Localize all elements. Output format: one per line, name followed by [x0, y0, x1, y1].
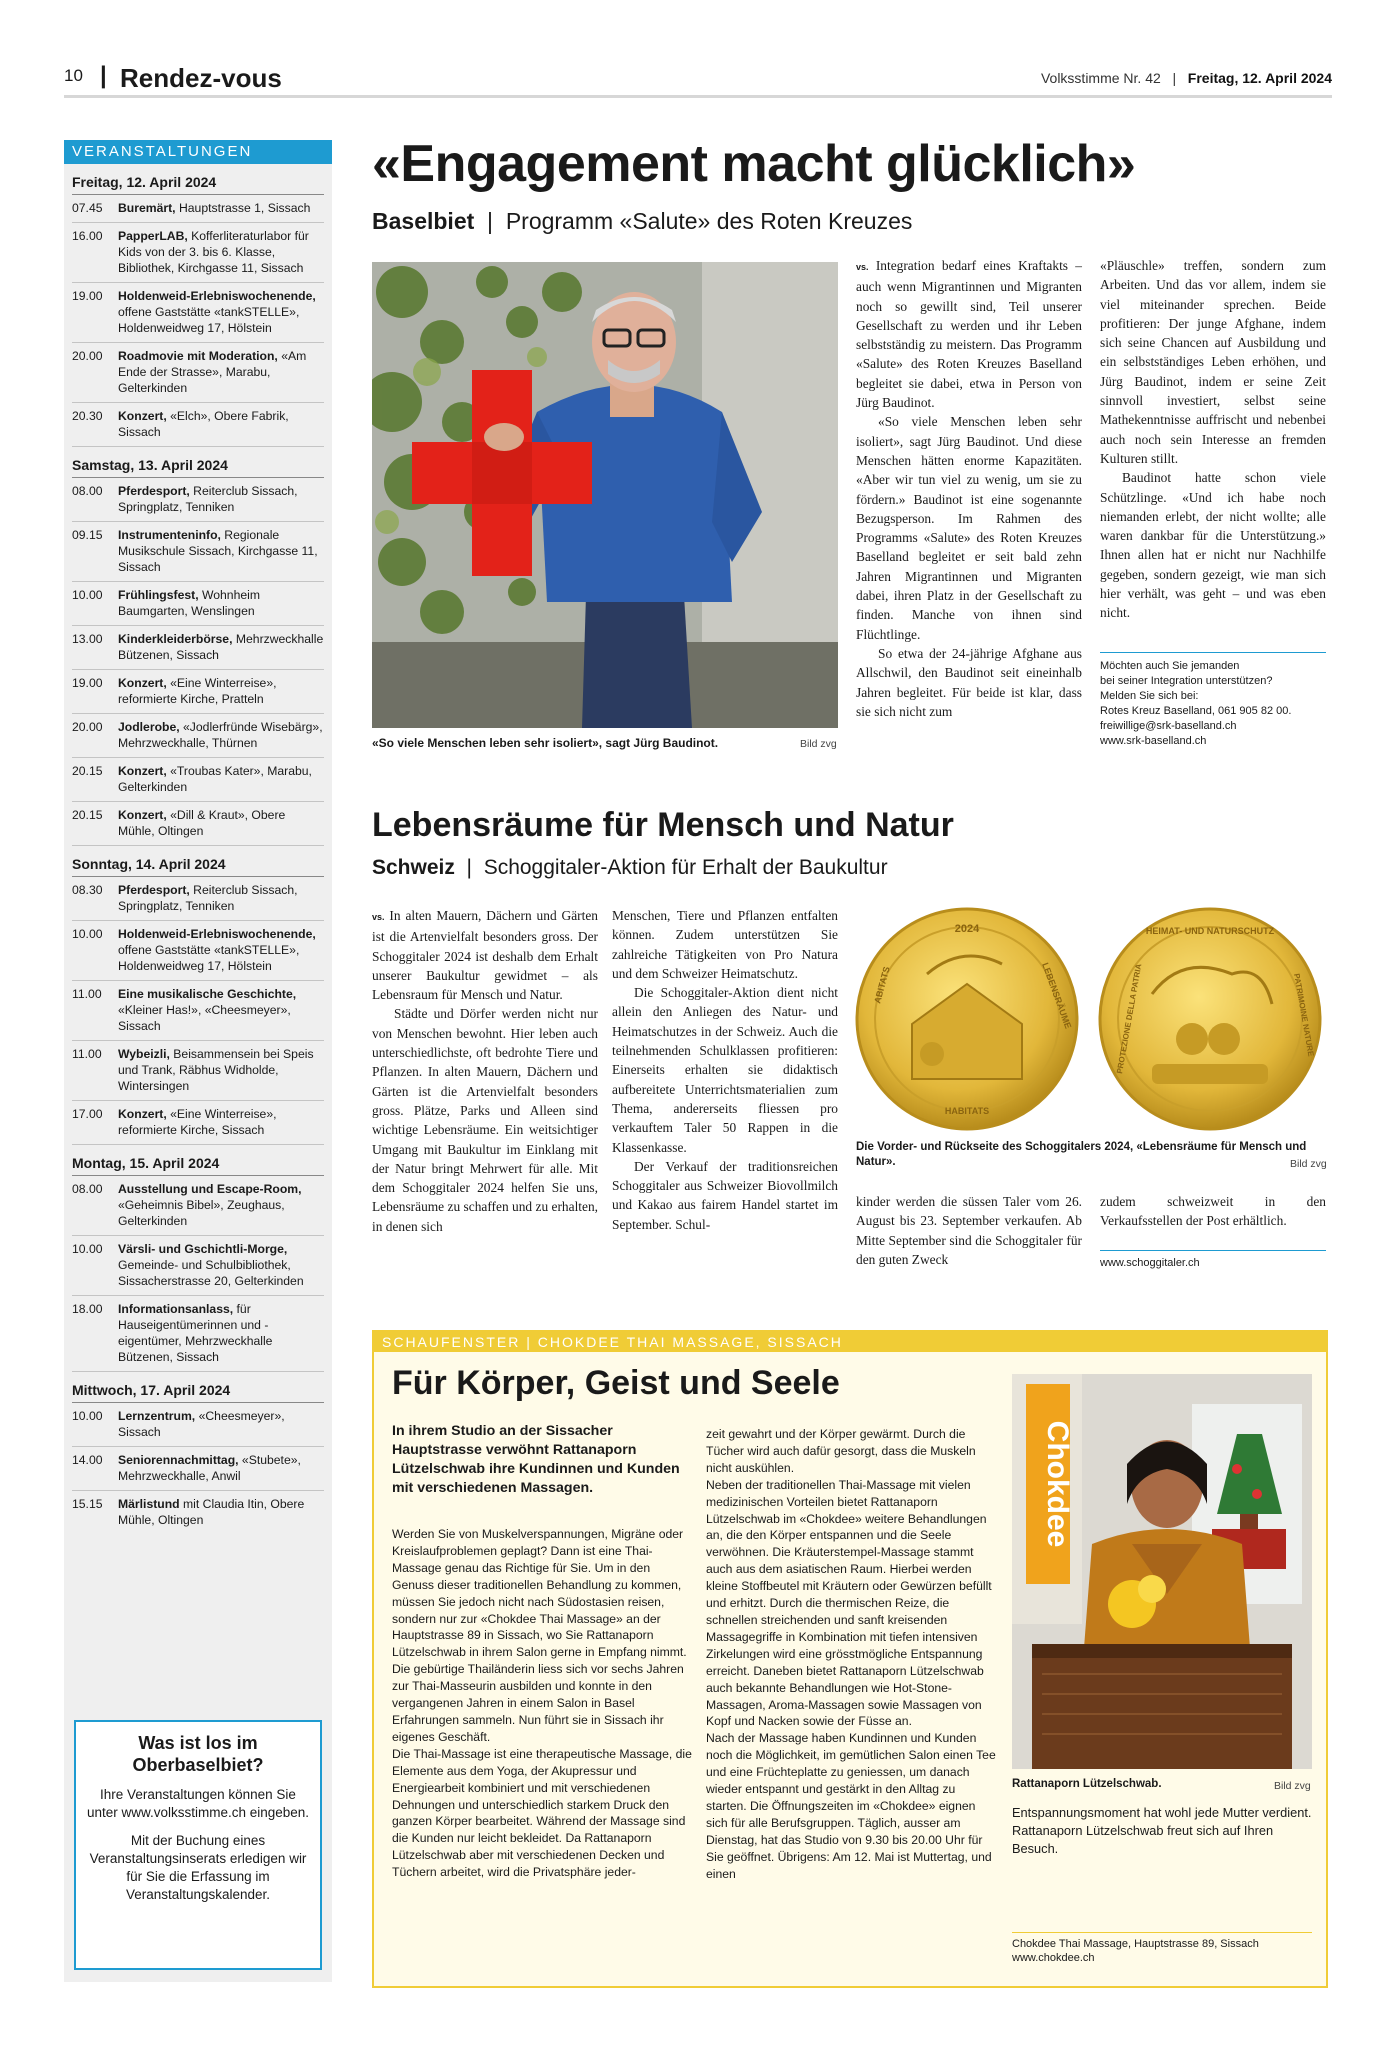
event-item: [72, 1403, 324, 1447]
event-item: [72, 403, 324, 447]
event-text: [118, 986, 324, 1034]
event-name: PapperLAB,: [118, 229, 188, 243]
event-detail: Kofferliteraturlabor für Kids von der 3. bis 6. Klasse, Bibliothek, Kirchgasse 11, Sissach: [118, 229, 309, 275]
event-text: [118, 763, 324, 795]
shop-lead: In ihrem Studio an der Sissacher Hauptstrasse verwöhnt Rattanaporn Lützelschwab ihre Kundinnen und Kunden mit verschiedenen Massagen.: [392, 1423, 680, 1496]
event-time: 08.00: [72, 1182, 103, 1196]
event-item: [72, 343, 324, 403]
masseuse-photo: [1012, 1374, 1312, 1769]
article2-para-7: zudem schweizweit in den Verkaufsstellen der Post erhältlich.: [1100, 1194, 1326, 1229]
event-text: [118, 1496, 324, 1528]
event-time: 14.00: [72, 1453, 103, 1467]
event-detail: Regionale Musikschule Sissach, Kirchgasse 11, Sissach: [118, 528, 318, 574]
header-separator: |: [100, 62, 107, 89]
article2-para-3: Menschen, Tiere und Pflanzen entfalten können. Zudem unterstützen Sie zahlreiche Tätigkeiten von Pro Natura und dem Schweizer Heimatschutz.: [612, 908, 838, 981]
event-text: [118, 675, 324, 707]
info-website[interactable]: www.srk-baselland.ch: [1100, 735, 1207, 747]
event-time: 16.00: [72, 229, 103, 243]
article2-credit: Bild zvg: [1290, 1158, 1327, 1170]
shop-credit: Bild zvg: [1274, 1780, 1311, 1792]
article1-kicker-sep: |: [487, 208, 494, 234]
event-item: [72, 223, 324, 283]
event-name: Pferdesport,: [118, 484, 190, 498]
article2-col4: [1100, 1192, 1326, 1231]
article2-initials: vs.: [372, 912, 385, 922]
event-text: [118, 527, 324, 575]
info-contact: Rotes Kreuz Baselland, 061 905 82 00.: [1100, 705, 1292, 717]
article2-kicker-place: Schweiz: [372, 856, 455, 879]
article2-kicker: [372, 856, 888, 880]
article2-kicker-sep: |: [466, 856, 473, 879]
event-detail: mit Claudia Itin, Obere Mühle, Oltingen: [118, 1497, 305, 1527]
event-item: [72, 1447, 324, 1491]
coin-back-right-text: PATRIMOINE NATURE: [1292, 972, 1316, 1058]
shop-headline: Für Körper, Geist und Seele: [392, 1364, 840, 1402]
events-title: VERANSTALTUNGEN: [64, 140, 332, 164]
issue-info: [1041, 70, 1332, 86]
event-time: 15.15: [72, 1497, 103, 1511]
event-time: 20.15: [72, 808, 103, 822]
event-name: Seniorennachmittag,: [118, 1453, 239, 1467]
event-text: [118, 483, 324, 515]
article1-kicker-place: Baselbiet: [372, 208, 475, 234]
issue-date: Freitag, 12. April 2024: [1187, 70, 1332, 86]
event-detail: Wohnheim Baumgarten, Wenslingen: [118, 588, 260, 618]
shop-caption: [1012, 1778, 1312, 1790]
event-detail: «Jodlerfründe Wisebärg», Mehrzweckhalle, Thürnen: [118, 720, 323, 750]
event-time: 10.00: [72, 588, 103, 602]
event-text: [118, 587, 324, 619]
coin-front-bottom-text: HABITATS: [944, 1106, 990, 1116]
event-time: 20.15: [72, 764, 103, 778]
article2-col2: [612, 906, 838, 1234]
article1-para-5: Baudinot hatte schon viele Schützlinge. «Und ich habe noch niemanden erlebt, der nicht wollte; alle waren dankbar für die Unterstützung.» Ihnen allen hat er nicht nur Nachhilfe gegeben, sondern gezeigt, wie man sich hier verhält, was geht – und was eben nicht.: [1100, 470, 1326, 621]
event-time: 17.00: [72, 1107, 103, 1121]
event-time: 10.00: [72, 1242, 103, 1256]
event-item: [72, 714, 324, 758]
event-name: Lernzentrum,: [118, 1409, 196, 1423]
event-name: Roadmovie mit Moderation,: [118, 349, 278, 363]
article1-col1: [856, 256, 1082, 721]
article2-col3: [856, 1192, 1082, 1269]
event-item: [72, 758, 324, 802]
article1-caption: [372, 736, 838, 750]
page-header: [64, 62, 1332, 98]
event-name: Konzert,: [118, 676, 167, 690]
event-item: [72, 877, 324, 921]
event-day-heading: Mittwoch, 17. April 2024: [72, 1382, 324, 1403]
info-box-text-2: Mit der Buchung eines Veranstaltungsinserats erledigen wir für Sie die Erfassung im Veranstaltungskalender.: [89, 1833, 307, 1902]
event-time: 19.00: [72, 289, 103, 303]
event-detail: offene Gaststätte «tankSTELLE», Holdenweidweg 17, Hölstein: [118, 943, 300, 973]
article1-headline: «Engagement macht glücklich»: [372, 135, 1136, 193]
event-name: Värsli- und Gschichtli-Morge,: [118, 1242, 288, 1256]
event-item: [72, 921, 324, 981]
event-detail: «Troubas Kater», Marabu, Gelterkinden: [118, 764, 312, 794]
event-detail: «Geheimnis Bibel», Zeughaus, Gelterkinden: [118, 1198, 285, 1228]
shop-photo: [1012, 1374, 1312, 1769]
info-email[interactable]: freiwillige@srk-baselland.ch: [1100, 720, 1237, 732]
event-text: [118, 882, 324, 914]
article1-para-2: «So viele Menschen leben sehr isoliert», sagt Jürg Baudinot. Und diese Menschen hätten enorme Kapazitäten. «Aber wir tun viel zu wenig, um sie zu fördern.» Baudinot ist eine sogenannte Bezugsperson. Im Rahmen des Programms «Salute» des Roten Kreuzes Baselland begleitet er seit bald zehn Jahren Migrantinnen und Migranten dabei, ihren Platz in der Gesellschaft zu finden. Manche von ihnen sind Flüchtlinge.: [856, 414, 1082, 642]
event-item: [72, 283, 324, 343]
event-time: 18.00: [72, 1302, 103, 1316]
event-time: 07.45: [72, 201, 103, 215]
event-detail: Beisammensein bei Speis und Trank, Räbhus Widholde, Wintersingen: [118, 1047, 314, 1093]
page-number: 10: [64, 66, 83, 85]
event-item: [72, 195, 324, 223]
info-question-2: bei seiner Integration unterstützen?: [1100, 675, 1273, 687]
info-question-3: Melden Sie sich bei:: [1100, 690, 1199, 702]
event-detail: Mehrzweckhalle Bützenen, Sissach: [118, 632, 324, 662]
event-item: [72, 1296, 324, 1372]
shop-para-2: Die Thai-Massage ist eine therapeutische Massage, die Elemente aus dem Yoga, der Akupressur und Energiearbeit kombiniert und mit verschiedenen Dehnungen und unterschiedlich starkem Druck den ganzen Körper bearbeitet. Während der Massage sind die Kunden nur leicht bekleidet. Da Rattanaporn Lützelschwab aber mit verschiedenen Decken und Tüchern arbeitet, wird die Privatsphäre jeder-: [392, 1746, 692, 1880]
schoggitaler-website[interactable]: www.schoggitaler.ch: [1100, 1257, 1200, 1269]
event-time: 19.00: [72, 676, 103, 690]
event-text: [118, 807, 324, 839]
article2-para-1: In alten Mauern, Dächern und Gärten ist die Artenvielfalt besonders gross. Der Schoggitaler 2024 ist deshalb dem Erhalt unserer Baukultur gewidmet – als Lebensraum für Mensch und Natur.: [372, 908, 598, 1003]
issue-number: Volksstimme Nr. 42: [1040, 70, 1161, 86]
article1-info-box: [1100, 652, 1326, 749]
event-item: [72, 802, 324, 846]
event-detail: offene Gaststätte «tankSTELLE», Holdenweidweg 17, Hölstein: [118, 305, 300, 335]
event-text: [118, 1241, 324, 1289]
event-detail: «Eine Winterreise», reformierte Kirche, Pratteln: [118, 676, 277, 706]
article2-caption-text: Die Vorder- und Rückseite des Schoggitalers 2024, «Lebensräume für Mensch und Natur».: [856, 1141, 1307, 1168]
events-list: [64, 174, 332, 1534]
coin-front: [857, 909, 1077, 1129]
event-item: [72, 582, 324, 626]
event-name: Eine musikalische Geschichte,: [118, 987, 297, 1001]
shop-para-4: Neben der traditionellen Thai-Massage mit vielen medizinischen Vorteilen bietet Rattanaporn Lützelschwab im «Chokdee» weitere Behandlungen an, die den Körper entspannen und die Seele verwöhnen. Die Kräuterstempel-Massage stammt auch aus dem asiatischen Raum. Hierbei werden kleine Stoffbeutel mit Kräutern oder Gewürzen befüllt und erhitzt. Durch die thermischen Reize, die schnellen streichenden und sanft kreisenden Massagegriffe in Kombination mit tiefen intensiven Zirkelungen wird eine grösstmögliche Entspannung erreicht. Daneben bietet Rattanaporn Lützelschwab auch bekannte Behandlungen wie Hot-Stone-Massagen, Aroma-Massagen sowie Massagen von Kopf und Nacken sowie der Füsse an.: [706, 1477, 992, 1729]
event-name: Jodlerobe,: [118, 720, 180, 734]
event-item: [72, 626, 324, 670]
event-time: 09.15: [72, 528, 103, 542]
event-item: [72, 1176, 324, 1236]
man-with-red-cross-photo: [372, 262, 838, 728]
event-detail: Reiterclub Sissach, Springplatz, Tenniken: [118, 484, 298, 514]
event-text: [118, 228, 324, 276]
event-text: [118, 1452, 324, 1484]
event-day-heading: Freitag, 12. April 2024: [72, 174, 324, 195]
event-text: [118, 926, 324, 974]
event-time: 13.00: [72, 632, 103, 646]
event-name: Informationsanlass,: [118, 1302, 234, 1316]
shop-caption-text: Rattanaporn Lützelschwab.: [1012, 1778, 1162, 1790]
event-detail: «Kleiner Has!», «Cheesmeyer», Sissach: [118, 1003, 291, 1033]
shop-address: [1012, 1932, 1312, 1965]
event-item: [72, 478, 324, 522]
section-title: Rendez-vous: [120, 63, 282, 93]
event-text: [118, 1106, 324, 1138]
event-text: [118, 408, 324, 440]
coin-front-right-text: LEBENSRÄUME: [1040, 961, 1074, 1031]
event-detail: «Cheesmeyer», Sissach: [118, 1409, 285, 1439]
event-name: Märlistund: [118, 1497, 180, 1511]
event-text: [118, 1301, 324, 1365]
event-text: [118, 200, 324, 216]
event-detail: «Am Ende der Strasse», Marabu, Gelterkinden: [118, 349, 307, 395]
event-time: 10.00: [72, 927, 103, 941]
event-detail: Gemeinde- und Schulbibliothek, Sissacherstrasse 20, Gelterkinden: [118, 1258, 304, 1288]
info-box-text-1: Ihre Veranstaltungen können Sie unter www.volksstimme.ch eingeben.: [86, 1787, 310, 1820]
event-time: 10.00: [72, 1409, 103, 1423]
event-name: Konzert,: [118, 764, 167, 778]
article2-col1: [372, 906, 598, 1236]
shop-para-1: Werden Sie von Muskelverspannungen, Migräne oder Kreislaufproblemen geplagt? Dann ist eine Thai-Massage genau das Richtige für Sie. Um in den Genuss dieser traditionellen Behandlung zu kommen, müssen Sie jedoch nicht nach Südostasien reisen, sondern nur zur «Chokdee Thai Massage» an der Hauptstrasse 89 in Sissach, wo Sie Rattanaporn Lützelschwab in ihrem Salon gerne in Empfang nimmt. Die gebürtige Thailänderin liess sich vor sechs Jahren zur Thai-Masseurin ausbilden und konnte in den vergangenen Jahren in einem Salon in Basel Erfahrungen sammeln. Nun führt sie in Sissach ihr eigenes Geschäft.: [392, 1527, 687, 1744]
event-day-heading: Sonntag, 14. April 2024: [72, 856, 324, 877]
article2-caption: [856, 1140, 1326, 1170]
shop-feature: [372, 1330, 1328, 1988]
coin-back-left-text: PROTEZIONE DELLA PATRIA: [1115, 963, 1144, 1075]
event-item: [72, 981, 324, 1041]
event-text: [118, 1408, 324, 1440]
article1-caption-text: «So viele Menschen leben sehr isoliert», sagt Jürg Baudinot.: [372, 736, 719, 750]
coin-front-left-text: ABITATS: [872, 965, 892, 1005]
info-box-title: Was ist los im Oberbaselbiet?: [132, 1733, 264, 1775]
article1-photo: [372, 262, 838, 728]
article1-col2: [1100, 256, 1326, 623]
article1-para-3: So etwa der 24-jährige Afghane aus Allschwil, den Baudinot seit eineinhalb Jahren begleitet. Für beide ist klar, dass sie sich nicht zum: [856, 645, 1082, 719]
chokdee-sign: Chokdee: [1041, 1420, 1074, 1548]
schoggitaler-coins: [852, 904, 1326, 1134]
event-detail: «Elch», Obere Fabrik, Sissach: [118, 409, 289, 439]
shop-address-line: Chokdee Thai Massage, Hauptstrasse 89, Sissach: [1012, 1938, 1259, 1950]
coin-front-year: 2024: [954, 923, 980, 935]
shop-col2: [706, 1426, 996, 1882]
coin-back-top-text: HEIMAT- UND NATURSCHUTZ: [1145, 926, 1275, 936]
event-detail: für Hauseigentümerinnen und -eigentümer, Mehrzweckhalle Bützenen, Sissach: [118, 1302, 273, 1364]
article1-kicker-text: Programm «Salute» des Roten Kreuzes: [505, 208, 913, 234]
event-time: 11.00: [72, 1047, 102, 1061]
event-item: [72, 1101, 324, 1145]
event-item: [72, 1236, 324, 1296]
event-day-heading: Samstag, 13. April 2024: [72, 457, 324, 478]
event-name: Pferdesport,: [118, 883, 190, 897]
article1-credit: Bild zvg: [800, 738, 837, 750]
article2-para-5: Der Verkauf der traditionsreichen Schoggitaler aus Schweizer Biovollmilch und Kakao aus fairem Handel startet im September. Schul-: [612, 1158, 838, 1232]
event-name: Konzert,: [118, 808, 167, 822]
article1-kicker: [372, 208, 912, 235]
event-time: 20.00: [72, 349, 103, 363]
event-text: [118, 1046, 324, 1094]
shop-col1: [392, 1526, 692, 1881]
event-text: [118, 1181, 324, 1229]
event-item: [72, 1041, 324, 1101]
event-time: 08.00: [72, 484, 103, 498]
event-detail: «Eine Winterreise», reformierte Kirche, Sissach: [118, 1107, 277, 1137]
article2-headline: Lebensräume für Mensch und Natur: [372, 806, 954, 844]
article2-kicker-text: Schoggitaler-Aktion für Erhalt der Baukultur: [483, 856, 888, 879]
shop-bar: SCHAUFENSTER | CHOKDEE THAI MASSAGE, SISSACH: [374, 1332, 1326, 1352]
coins-image: [852, 904, 1326, 1134]
event-text: [118, 348, 324, 396]
event-name: Buremärt,: [118, 201, 176, 215]
event-item: [72, 670, 324, 714]
event-time: 11.00: [72, 987, 102, 1001]
event-name: Kinderkleiderbörse,: [118, 632, 233, 646]
shop-para-5: Nach der Massage haben Kundinnen und Kunden noch die Möglichkeit, im gemütlichen Salon einen Tee und eine Früchteplatte zu geniessen, um danach wieder entspannt und gestärkt in den Alltag zu starten. Die Öffnungszeiten im «Chokdee» eignen sich für alle Berufsgruppen. Täglich, ausser am Dienstag, hat das Studio von 9.30 bis 20.00 Uhr für Sie geöffnet. Übrigens: Am 12. Mai ist Muttertag, und einen: [706, 1731, 996, 1881]
event-time: 20.00: [72, 720, 103, 734]
event-name: Konzert,: [118, 1107, 167, 1121]
shop-closing-text: Entspannungsmoment hat wohl jede Mutter verdient. Rattanaporn Lützelschwab freut sich auf Ihren Besuch.: [1012, 1805, 1312, 1856]
event-item: [72, 1491, 324, 1534]
event-name: Holdenweid-Erlebniswochenende,: [118, 927, 316, 941]
issue-separator: |: [1172, 70, 1177, 86]
event-detail: Hauptstrasse 1, Sissach: [175, 201, 311, 215]
coin-back: [1100, 909, 1320, 1129]
shop-website[interactable]: www.chokdee.ch: [1012, 1952, 1095, 1964]
event-text: [118, 631, 324, 663]
events-info-box: [74, 1720, 322, 1970]
event-detail: Reiterclub Sissach, Springplatz, Tenniken: [118, 883, 298, 913]
event-time: 20.30: [72, 409, 103, 423]
event-name: Instrumenteninfo,: [118, 528, 221, 542]
article2-para-2: Städte und Dörfer werden nicht nur von Menschen bewohnt. Hier leben auch unterschiedlichste, oft bedrohte Tiere und Pflanzen. In alten Mauern, Dächern und Gärten ist die Artenvielfalt besonders gross. Plätze, Parks und Alleen sind wichtige Lebensräume. Ein weitsichtiger Umgang mit Baukultur im Einklang mit der Natur bringt Mehrwert für alle. Mit dem Schoggitaler 2024 helfen Sie uns, Lebensräume zu schaffen und zu erhalten, in denen sich: [372, 1006, 598, 1234]
event-name: Frühlingsfest,: [118, 588, 199, 602]
article2-para-6: kinder werden die süssen Taler vom 26. August bis 23. September verkaufen. Ab Mitte September sind die Schoggitaler für den guten Zweck: [856, 1194, 1082, 1267]
event-name: Konzert,: [118, 409, 167, 423]
event-text: [118, 719, 324, 751]
article2-para-4: Die Schoggitaler-Aktion dient nicht allein den Anliegen des Natur- und Heimatschutzes in der Schweiz. Auch die teilnehmenden Schulklassen profitieren: Einerseits erhalten sie didaktisch aufbereitete Unterrichtsmaterialien zum Thema, andererseits fliessen pro verkauftem Taler 50 Rappen in die Klassenkasse.: [612, 985, 838, 1155]
info-question-1: Möchten auch Sie jemanden: [1100, 660, 1240, 672]
event-name: Ausstellung und Escape-Room,: [118, 1182, 302, 1196]
event-text: [118, 288, 324, 336]
article1-para-1: Integration bedarf eines Kraftakts – auch wenn Migrantinnen und Migranten noch so gewillt sind, Teil unserer Gesellschaft zu werden und ihr Leben selbstständig zu meistern. Das Programm «Salute» des Roten Kreuzes Baselland begleitet sie dabei, etwa in Person von Jürg Baudinot.: [856, 258, 1082, 411]
event-day-heading: Montag, 15. April 2024: [72, 1155, 324, 1176]
article1-initials: vs.: [856, 262, 869, 272]
event-name: Holdenweid-Erlebniswochenende,: [118, 289, 316, 303]
event-detail: «Stubete», Mehrzweckhalle, Anwil: [118, 1453, 301, 1483]
event-detail: «Dill & Kraut», Obere Mühle, Oltingen: [118, 808, 286, 838]
event-name: Wybeizli,: [118, 1047, 170, 1061]
events-sidebar: [64, 140, 332, 1982]
article1-para-4: «Pläuschle» treffen, sondern zum Arbeiten. Und das vor allem, indem sie viel miteinander sprechen. Beide profitieren: Der junge Afghane, indem sich seine Chancen auf Ausbildung und ein selbstständiges Leben erhöhen, und Jürg Baudinot, indem er seine Zeit sinnvoll investiert, selbst seine Mathekenntnisse auffrischt und nebenbei auch noch sein Interesse an fremden Kulturen stillt.: [1100, 258, 1326, 466]
event-item: [72, 522, 324, 582]
shop-para-3: zeit gewahrt und der Körper gewärmt. Durch die Tücher wird auch dafür gesorgt, dass die Muskeln nicht auskühlen.: [706, 1427, 976, 1475]
event-time: 08.30: [72, 883, 103, 897]
article2-link[interactable]: [1100, 1250, 1326, 1269]
